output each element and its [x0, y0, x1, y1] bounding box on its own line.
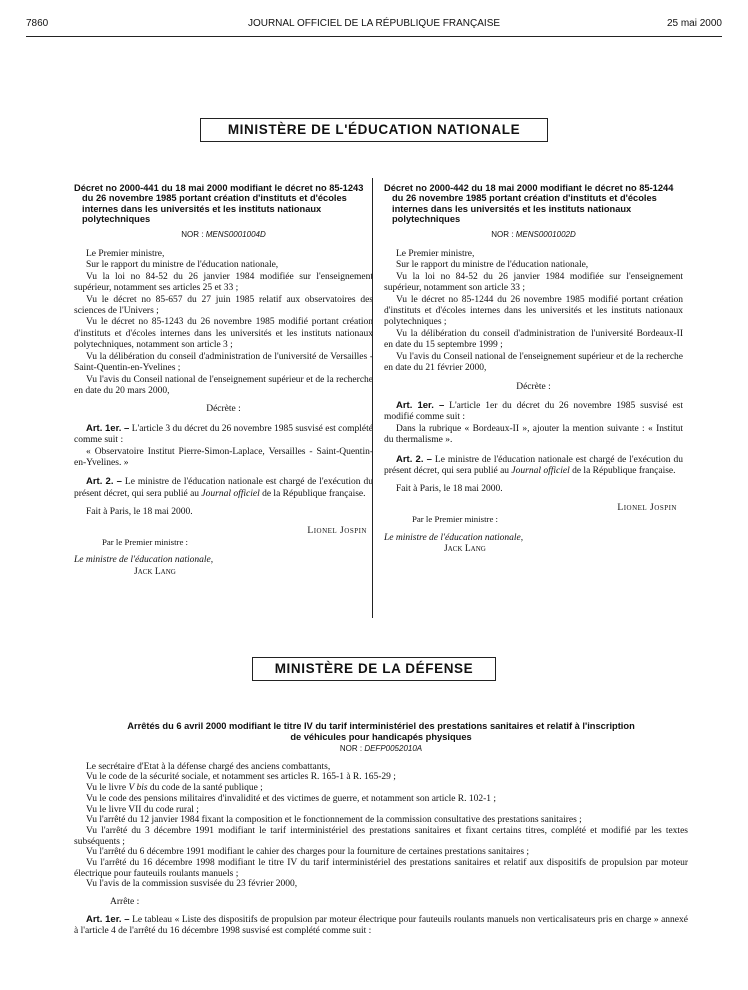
minister-title: Le ministre de l'éducation nationale, [384, 532, 524, 543]
journal-title: JOURNAL OFFICIEL DE LA RÉPUBLIQUE FRANÇAISE [247, 18, 501, 29]
paragraph: Sur le rapport du ministre de l'éducation nationale, [86, 260, 279, 271]
article-1-text: Dans la rubrique « Bordeaux-II », ajouter la mention suivante : « Institut du thermalisme ». [384, 423, 683, 446]
header-rule [26, 36, 722, 37]
decree-2-title: Décret no 2000-442 du 18 mai 2000 modifiant le décret no 85-1244 du 26 novembre 1985 portant création d'instituts et d'écoles internes dans les universités et les instituts nationaux polytechniques [384, 183, 674, 225]
paragraph: Vu l'avis du Conseil national de l'enseignement supérieur et de la recherche en date du 21 février 2000, [384, 351, 683, 374]
ministry-education-box: MINISTÈRE DE L'ÉDUCATION NATIONALE [200, 118, 548, 142]
paragraph: Vu le code de la sécurité sociale, et notamment ses articles R. 165-1 à R. 165-29 ; [86, 772, 396, 783]
minister-title: Le ministre de l'éducation nationale, [74, 555, 214, 566]
decrete: Décrète : [516, 381, 551, 392]
decree-1-nor-code: MENS0001004D [205, 229, 266, 239]
paragraph: Vu le décret no 85-1244 du 26 novembre 1985 modifié portant création d'instituts et d'écoles internes dans les universités et les instituts nationaux polytechniques ; [384, 294, 683, 328]
paragraph: Vu l'avis du Conseil national de l'enseignement supérieur et de la recherche en date du 20 mars 2000, [74, 374, 373, 396]
article-1: Art. 1er. – L'article 3 du décret du 26 novembre 1985 susvisé est complété comme suit : [74, 422, 373, 446]
arrete-word: Arrête : [110, 897, 140, 908]
ministry-defense-box: MINISTÈRE DE LA DÉFENSE [252, 657, 496, 681]
page-number: 7860 [26, 18, 49, 29]
page-header [26, 18, 722, 34]
article-1-quote: « Observatoire Institut Pierre-Simon-Laplace, Versailles - Saint-Quentin-en-Yvelines. » [74, 446, 373, 468]
fait-a-paris: Fait à Paris, le 18 mai 2000. [86, 507, 193, 518]
paragraph: Vu l'arrêté du 6 décembre 1991 modifiant le cahier des charges pour la fourniture de certaines prestations sanitaires ; [86, 847, 530, 858]
paragraph: Vu la délibération du conseil d'administration de l'université de Versailles - Saint-Quentin-en-Yvelines ; [74, 351, 373, 374]
arrete-section [74, 721, 688, 936]
column-divider [372, 178, 373, 618]
article-1: Art. 1er. – Le tableau « Liste des dispositifs de propulsion par moteur électrique pour fauteuils roulants manuels non verticalisateurs pris en charge » annexé à l'article 4 de l'arrêté du 16 décembre 1998 susvisé est complété comme suit : [74, 913, 688, 936]
decree-2-nor-code: MENS0001002D [515, 229, 576, 239]
article-2: Art. 2. – Le ministre de l'éducation nationale est chargé de l'exécution du présent décret, qui sera publié au Journal officiel de la République française. [74, 476, 373, 499]
par-le-premier-ministre: Par le Premier ministre : [412, 514, 498, 525]
paragraph: Vu le décret no 85-657 du 27 juin 1985 relatif aux observatoires des sciences de l'Univers ; [74, 294, 373, 317]
issue-date: 25 mai 2000 [666, 18, 722, 29]
signatory: Lionel Jospin [617, 502, 677, 513]
arrete-title: Arrêtés du 6 avril 2000 modifiant le titre IV du tarif interministériel des prestations sanitaires et relatif à l'inscription de véhicules pour handicapés physiques [127, 721, 635, 742]
decrete: Décrète : [206, 404, 241, 415]
paragraph: Le secrétaire d'Etat à la défense chargé des anciens combattants, [86, 761, 331, 772]
minister-name: Jack Lang [134, 566, 176, 577]
paragraph: Vu l'arrêté du 16 décembre 1998 modifiant le titre IV du tarif interministériel des prestations sanitaires et relatif aux dispositifs de propulsion par moteur électrique pour fauteuils roulants manuels ; [74, 858, 688, 879]
decree-2-nor: NOR : MENS0001002D [491, 229, 576, 239]
signatory: Lionel Jospin [307, 525, 367, 536]
arrete-nor-code: DEFP0052010A [364, 744, 423, 753]
paragraph: Vu le décret no 85-1243 du 26 novembre 1985 modifié portant création d'instituts et d'écoles internes dans les universités et les instituts nationaux polytechniques, notamment son article 3 ; [74, 317, 373, 351]
paragraph: Vu le livre VII du code rural ; [86, 804, 199, 815]
paragraph: Vu l'arrêté du 3 décembre 1991 modifiant le tarif interministériel des prestations sanitaires et fixant certains titres, complété et modifié par les textes subséquents ; [74, 825, 688, 847]
paragraph: Vu la loi no 84-52 du 26 janvier 1984 modifiée sur l'enseignement supérieur, notamment ses articles 25 et 33 ; [74, 271, 373, 294]
arrete-nor: NOR : DEFP0052010A [339, 744, 423, 753]
decree-1-title: Décret no 2000-441 du 18 mai 2000 modifiant le décret no 85-1243 du 26 novembre 1985 portant création d'instituts et d'écoles internes dans les universités et les instituts nationaux polytechniques [74, 183, 364, 225]
decree-1-nor: NOR : MENS0001004D [181, 229, 266, 239]
fait-a-paris: Fait à Paris, le 18 mai 2000. [396, 484, 503, 495]
par-le-premier-ministre: Par le Premier ministre : [102, 536, 188, 547]
paragraph: Vu la loi no 84-52 du 26 janvier 1984 modifiée sur l'enseignement supérieur, notamment son article 33 ; [384, 271, 683, 294]
minister-name: Jack Lang [444, 543, 486, 554]
decree-2 [384, 183, 683, 555]
paragraph: Vu la délibération du conseil d'administration de l'université Bordeaux-II en date du 15 septembre 1999 ; [384, 328, 683, 351]
paragraph: Vu l'avis de la commission susvisée du 23 février 2000, [86, 879, 298, 890]
paragraph: Vu le livre V bis du code de la santé publique ; [86, 783, 263, 794]
article-1: Art. 1er. – L'article 1er du décret du 26 novembre 1985 susvisé est modifié comme suit : [384, 399, 683, 423]
paragraph: Vu l'arrêté du 12 janvier 1984 fixant la composition et le fonctionnement de la commission consultative des prestations sanitaires ; [86, 815, 582, 826]
paragraph: Le Premier ministre, [396, 249, 475, 260]
paragraph: Sur le rapport du ministre de l'éducation nationale, [396, 260, 589, 271]
paragraph: Le Premier ministre, [86, 249, 165, 260]
article-2: Art. 2. – Le ministre de l'éducation nationale est chargé de l'exécution du présent décret, qui sera publié au Journal officiel de la République française. [384, 453, 683, 476]
decree-1 [74, 183, 373, 578]
paragraph: Vu le code des pensions militaires d'invalidité et des victimes de guerre, et notamment son article R. 102-1 ; [86, 793, 497, 804]
